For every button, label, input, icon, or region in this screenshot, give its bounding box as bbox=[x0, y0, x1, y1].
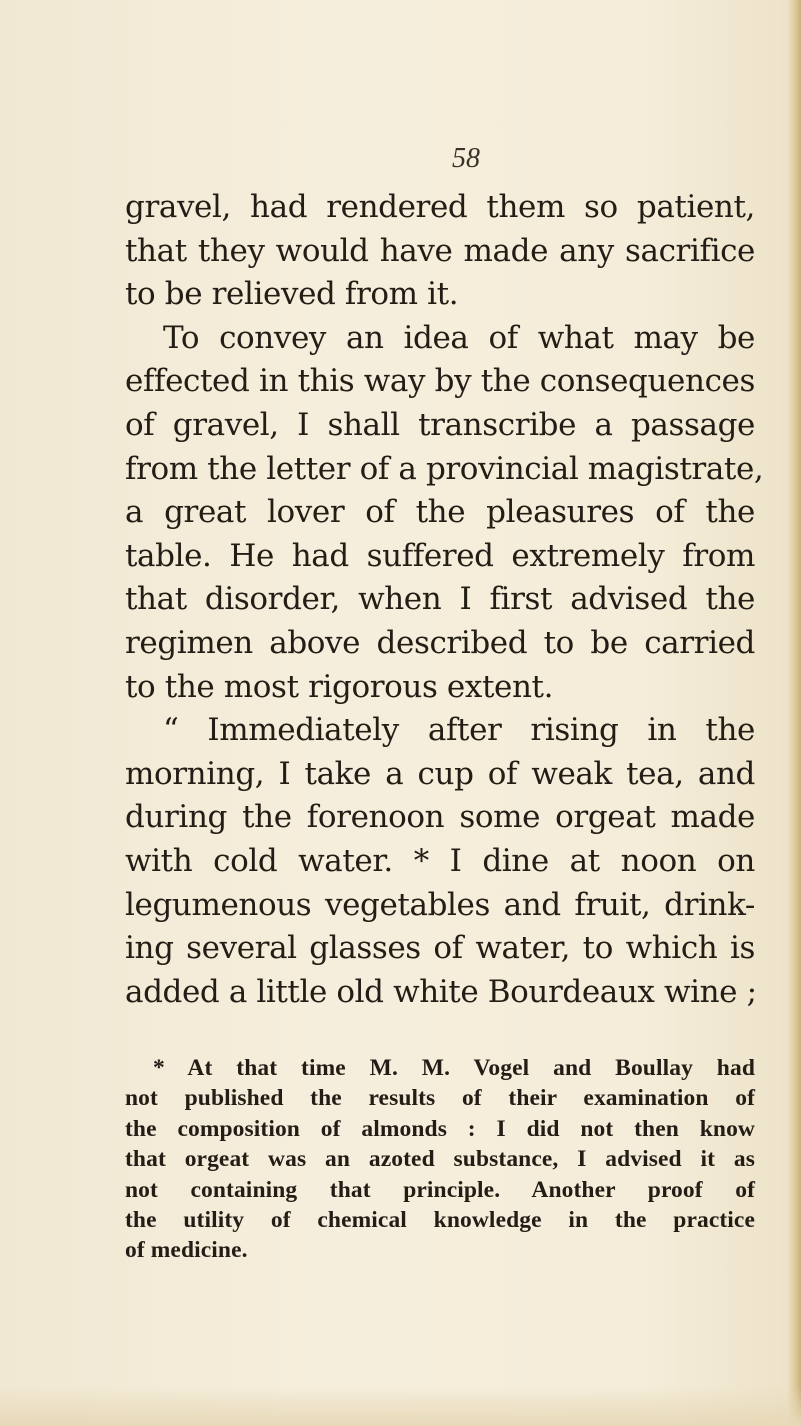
footnote-line: that orgeat was an azoted substance, I advised it as bbox=[125, 1146, 755, 1173]
page-number: 58 bbox=[452, 143, 480, 174]
body-line: of gravel, I shall transcribe a passage bbox=[125, 406, 755, 443]
body-line: that disorder, when I first advised the bbox=[125, 581, 755, 618]
body-line: that they would have made any sacrifice bbox=[125, 232, 755, 269]
footnote-line: the utility of chemical knowledge in the practice bbox=[125, 1206, 755, 1233]
body-line: to the most rigorous extent. bbox=[125, 668, 554, 705]
body-line: To convey an idea of what may be bbox=[163, 319, 755, 356]
footnote-line: the composition of almonds : I did not then know bbox=[125, 1115, 755, 1142]
footnote bbox=[125, 1053, 755, 1266]
page-bottom-shadow bbox=[0, 1386, 801, 1426]
body-line: gravel, had rendered them so patient, bbox=[125, 189, 755, 225]
body-line: a great lover of the pleasures of the bbox=[125, 494, 755, 531]
body-line: legumenous vegetables and fruit, drink- bbox=[125, 886, 755, 923]
body-line: from the letter of a provincial magistrate, bbox=[125, 450, 764, 487]
body-line: during the forenoon some orgeat made bbox=[125, 799, 755, 836]
body-text bbox=[125, 186, 764, 1014]
body-line: “ Immediately after rising in the bbox=[163, 712, 755, 749]
body-line: to be relieved from it. bbox=[125, 276, 459, 313]
body-line: with cold water. * I dine at noon on bbox=[125, 842, 755, 879]
footnote-line: not containing that principle. Another proof of bbox=[125, 1176, 755, 1203]
body-line: table. He had suffered extremely from bbox=[125, 537, 755, 574]
page-edge-shadow bbox=[787, 0, 801, 1426]
body-line: regimen above described to be carried bbox=[125, 624, 755, 661]
body-line: added a little old white Bourdeaux wine ; bbox=[125, 973, 757, 1010]
footnote-line: * At that time M. M. Vogel and Boullay had bbox=[153, 1055, 755, 1081]
footnote-line: of medicine. bbox=[125, 1237, 248, 1264]
footnote-line: not published the results of their examination of bbox=[125, 1085, 755, 1112]
body-line: ing several glasses of water, to which is bbox=[125, 930, 755, 967]
body-line: morning, I take a cup of weak tea, and bbox=[125, 755, 755, 792]
body-line: effected in this way by the consequences bbox=[125, 363, 755, 400]
